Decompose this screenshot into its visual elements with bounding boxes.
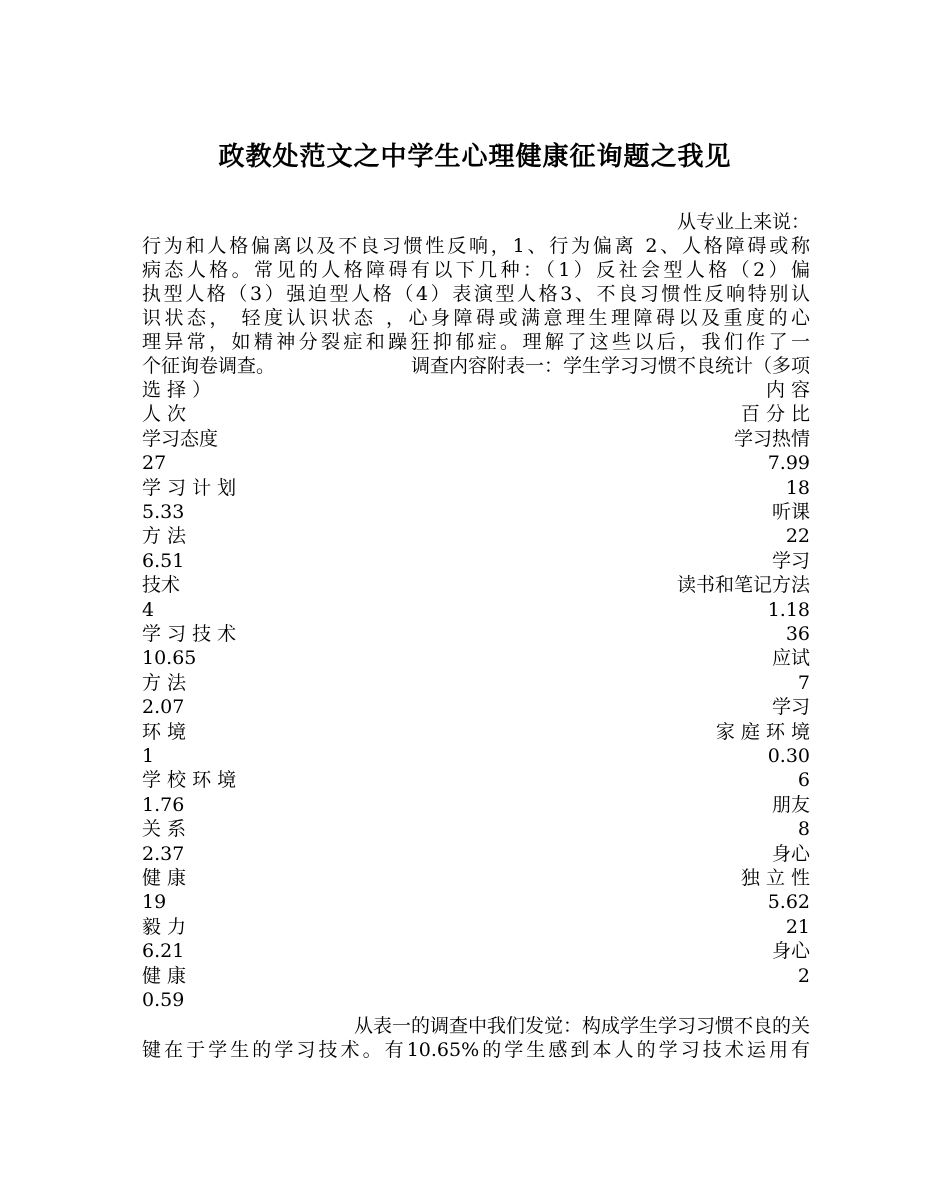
table-cell-right: 听课 (771, 501, 810, 523)
table-cell-left: 人 次 (142, 403, 187, 425)
table-cell-left: 2.07 (142, 696, 185, 718)
table-cell-right: 读书和笔记方法 (676, 574, 810, 596)
table-cell-right: 家 庭 环 境 (715, 721, 810, 743)
table-cell-left: 1 (142, 745, 155, 767)
table-row (142, 573, 810, 597)
table-row (142, 671, 810, 695)
table-cell-right: 7 (797, 672, 810, 694)
table-row (142, 964, 810, 988)
table-row (142, 622, 810, 646)
table-row (142, 744, 810, 768)
table-cell-right: 百 分 比 (740, 403, 810, 425)
table-cell-right: 内 容 (765, 379, 810, 401)
table-row (142, 939, 810, 963)
table-row (142, 890, 810, 914)
intro-line-2: 病态人格。常见的人格障碍有以下几种：（1）反社会型人格（2）偏 (142, 259, 810, 281)
table-cell-left: 2.37 (142, 843, 185, 865)
table-cell-right: 18 (785, 477, 810, 499)
table-cell-left: 毅 力 (142, 916, 187, 938)
table-cell-left: 6.21 (142, 940, 185, 962)
table-row (142, 378, 810, 402)
table-cell-right: 身心 (771, 843, 810, 865)
table-row (142, 768, 810, 792)
table-cell-right: 身心 (771, 940, 810, 962)
table-cell-right: 36 (785, 623, 810, 645)
table-cell-right: 22 (785, 525, 810, 547)
table-cell-right: 5.62 (767, 891, 810, 913)
conclusion-line-1: 从表一的调查中我们发觉：构成学生学习习惯不良的关 (353, 1015, 810, 1037)
table-row (142, 476, 810, 500)
table-cell-right: 学习 (771, 550, 810, 572)
intro-line-4: 识状态， 轻度认识状态 ，心身障碍或满意理生理障碍以及重度的心 (142, 307, 810, 329)
table-row (142, 988, 810, 1012)
table-cell-right: 应试 (771, 647, 810, 669)
table-cell-left: 学习态度 (142, 428, 219, 450)
table-row (142, 427, 810, 451)
table-cell-left: 学 习 技 术 (142, 623, 237, 645)
table-row (142, 402, 810, 426)
table-row (142, 793, 810, 817)
intro-line-3: 执型人格（3）强迫型人格（4）表演型人格3、不良习惯性反响特别认 (142, 283, 810, 305)
table-cell-right: 学习 (771, 696, 810, 718)
table-cell-right: 6 (797, 769, 810, 791)
table-cell-left: 关 系 (142, 818, 187, 840)
table-cell-right: 21 (785, 916, 810, 938)
intro-line-6-right: 调查内容附表一：学生学习习惯不良统计（多项 (410, 355, 810, 377)
table-cell-left: 19 (142, 891, 167, 913)
table-row (142, 646, 810, 670)
table-cell-left: 1.76 (142, 794, 185, 816)
intro-line-1: 行为和人格偏离以及不良习惯性反响，1、行为偏离 2、人格障碍或称 (142, 235, 810, 257)
table-cell-left: 4 (142, 599, 155, 621)
table-cell-right: 7.99 (767, 452, 810, 474)
table-cell-left: 技术 (142, 574, 181, 596)
table-cell-right: 学习热情 (733, 428, 810, 450)
table-cell-left: 5.33 (142, 501, 185, 523)
table-cell-left: 健 康 (142, 867, 187, 889)
page-title: 政教处范文之中学生心理健康征询题之我见 (218, 142, 732, 172)
table-cell-left: 0.59 (142, 989, 185, 1011)
table-cell-left: 方 法 (142, 525, 187, 547)
table-row (142, 500, 810, 524)
table-row (142, 598, 810, 622)
table-cell-left: 27 (142, 452, 167, 474)
table-cell-left: 选 择 ） (142, 379, 212, 401)
table-cell-left: 10.65 (142, 647, 197, 669)
conclusion-line-2: 键在于学生的学习技术。有10.65%的学生感到本人的学习技术运用有 (142, 1039, 810, 1061)
intro-line-0 (142, 210, 810, 234)
table-row (142, 720, 810, 744)
table-cell-right: 0.30 (767, 745, 810, 767)
table-row (142, 866, 810, 890)
table-cell-left: 环 境 (142, 721, 187, 743)
intro-lead-text: 从专业上来说： (676, 211, 810, 233)
intro-line-6-left: 个征询卷调查。 (142, 355, 276, 377)
table-cell-right: 独 立 性 (740, 867, 810, 889)
table-row (142, 451, 810, 475)
table-row (142, 695, 810, 719)
intro-line-6 (142, 354, 810, 378)
intro-line-5: 理异常，如精神分裂症和躁狂抑郁症。理解了这些以后，我们作了一 (142, 331, 810, 353)
table-row (142, 842, 810, 866)
table-row (142, 549, 810, 573)
table-cell-left: 6.51 (142, 550, 185, 572)
table-cell-left: 健 康 (142, 965, 187, 987)
table-row (142, 524, 810, 548)
table-cell-right: 2 (797, 965, 810, 987)
table-cell-left: 方 法 (142, 672, 187, 694)
table-cell-right: 1.18 (767, 599, 810, 621)
table-cell-left: 学 习 计 划 (142, 477, 237, 499)
table-cell-right: 8 (797, 818, 810, 840)
table-row (142, 915, 810, 939)
table-cell-left: 学 校 环 境 (142, 769, 237, 791)
table-row (142, 817, 810, 841)
table-cell-right: 朋友 (771, 794, 810, 816)
